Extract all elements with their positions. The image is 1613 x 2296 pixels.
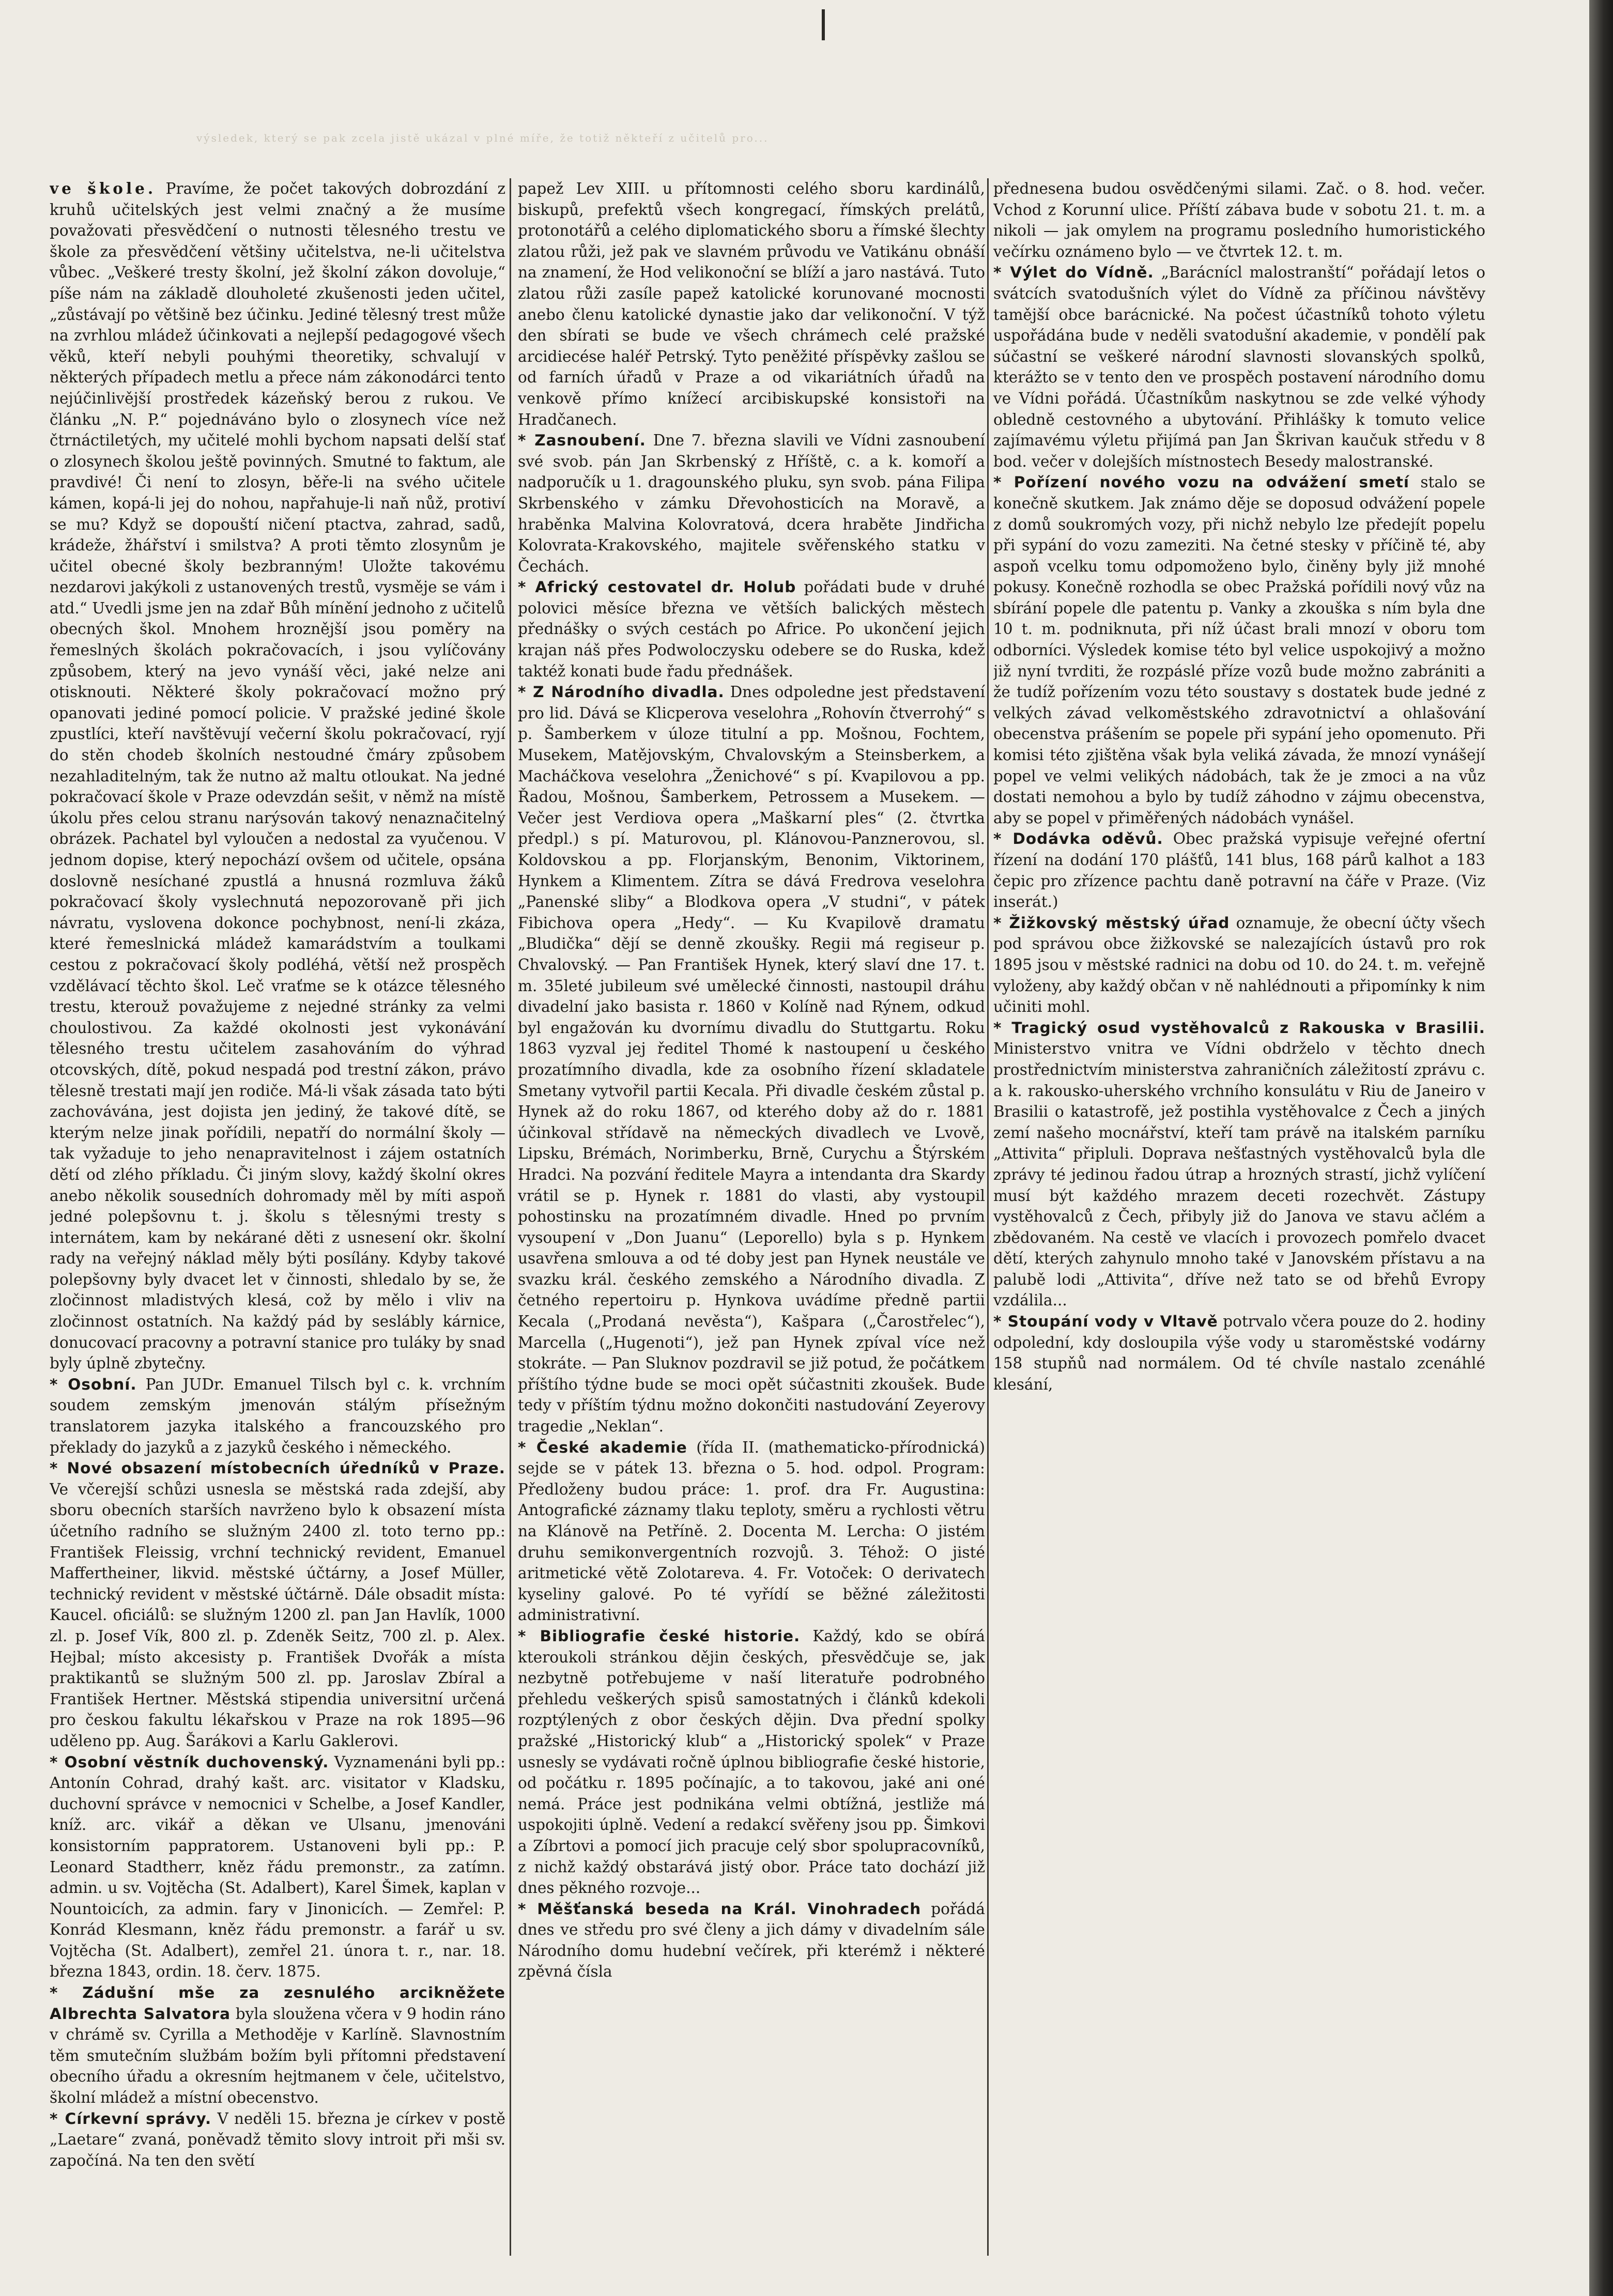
news-item-heading: * Dodávka oděvů.: [993, 830, 1163, 848]
news-item-body: Obec pražská vypisuje veřejné ofertní řízení na dodání 170 plášťů, 141 blus, 168 párů kalhot a 183 čepic pro zřízence pachtu daně potravní na čáře v Praze. (Viz inserát.): [993, 830, 1485, 911]
news-item-heading: * Z Národního divadla.: [518, 683, 725, 701]
news-item: [518, 1626, 985, 1899]
news-item: [993, 472, 1485, 828]
news-item-body: (řída II. (mathematicko-přírodnická) sejde se v pátek 13. března o 5. hod. odpol. Program: Předloženy budou práce: 1. prof. dra Fr. Augustina: Antografické záznamy tlaku teploty, směru a rychlosti větru na Klánově na Petříně. 2. Docenta M. Lercha: O jistém druhu semikonvergentních rozvojů. 3. Téhož: O jisté aritmetické větě Zolotareva. 4. Fr. Votoček: O derivatech kyseliny galové. Po té vyřídí se běžné záležitosti administrativní.: [518, 1438, 985, 1624]
news-item: [993, 828, 1485, 912]
news-item-heading: * Žižkovský městský úřad: [993, 914, 1230, 932]
news-item-heading: * Osobní věstník duchovenský.: [50, 1753, 329, 1771]
news-item-heading: * Církevní správy.: [50, 2109, 212, 2128]
news-item-body: V neděli 15. března je církev v postě „Laetare“ zvaná, poněvadž těmito slovy introit při mši sv. započíná. Na ten den světí: [50, 2109, 505, 2169]
column-2: [518, 178, 985, 2256]
news-item-body: pořádá dnes ve středu pro své členy a jich dámy v divadelním sále Národního domu hudební večírek, při kterémž i některé zpěvná čísla: [518, 1900, 985, 1981]
news-item-heading: * Bibliografie české historie.: [518, 1627, 801, 1645]
news-item: [50, 1752, 505, 1983]
news-item-heading: * Pořízení nového vozu na odvážení smetí: [993, 473, 1410, 491]
scan-dark-edge: [1589, 0, 1613, 2296]
news-item: [518, 430, 985, 577]
lead-phrase: ve škole.: [50, 179, 157, 197]
news-item-heading: * Zádušní mše za zesnulého arcikněžete Albrechta Salvatora: [50, 1984, 505, 2023]
news-item-body: Pravíme, že počet takových dobrozdání z kruhů učitelských jest velmi značný a že musíme považovati přesvědčení o nutnosti tělesného trestu ve škole za přesvědčení většiny učitelstva, ne-li učitelstva vůbec. „Veškeré tresty školní, jež školní zákon dovoluje,“ píše nám na základě dlouholeté zkušenosti jeden učitel, „zůstávají po většině bez účinku. Jediné tělesný trest může na zvrhlou mládež účinkovati a nejlepší pedagogové všech věků, kteří nebyli pouhými theoretiky, schvalují v některých případech metlu a přece nám zákonodárci tento nejúčinlivější prostředek kázeňský berou z rukou. Ve článku „N. P.“ pojednáváno bylo o zlosynech více než čtrnáctiletých, my učitelé mohli bychom napsati delší stať o zlosynech školou ještě povinných. Smutné to faktum, ale pravdivé! Či není to zlosyn, běře-li na svého učitele kámen, kopá-li jej do nohou, napřahuje-li naň nůž, protiví se mu? Když se dopouští ničení ptactva, zahrad, sadů, krádeže, žhářství i smilstva? A proti těmto zlosynům je učitel obecné školy bezbranným! Uložte takovému nezdarovi jakýkoli z ustanovených trestů, vysměje se vám i atd.“ Uvedli jsme jen na zdař Bůh mínění jednoho z učitelů obecných škol. Mnohem hroznější jsou poměry na řemeslných školách pokračovacích, i jsou vylíčovány způsobem, který na jevo vynáší věci, jaké nelze ani otisknouti. Některé školy pokračovací možno prý opanovati jediné pomocí policie. V pražské jediné škole zpustlíci, kteří navštěvují večerní školu pokračovací, ryjí do stěn chodeb školních nestoudné čmáry způsobem nezahladitelným, tak že nutno až maltu otloukat. Na jedné pokračovací škole v Praze odevzdán sešit, v němž na místě úkolu přes celou stranu narýsován takový nenaznačitelný obrázek. Pachatel byl vyloučen a nedostal za vyučenou. V jednom dopise, který nepochází ovšem od učitele, opsána doslovně nesíchané zpustlá a hnusná rozmluva žáků pokračovací školy vyslechnutá nepozorovaně při jich návratu, vyslovena dokonce pochybnost, není-li zkáza, které řemeslnická mládež kamarádstvím a toulkami cestou z pokračovací školy podléhá, větší než prospěch vzdělávací těchto škol. Leč vraťme se k otázce tělesného trestu, kterouž považujeme z nejedné stránky za velmi choulostivou. Za každé okolnosti jest vykonávání tělesného trestu učitelem zasahováním do výhrad otcovských, dítě, pokud nespadá pod trestní zákon, právo tělesně trestati mají jen rodiče. Má-li však zásada tato býti zachovávána, jest dojista jen jediný, že takové dítě, se kterým nelze jinak pořídili, nepatří do normální školy — tak vyžaduje to jeho nenapravitelnost i zájem ostatních dětí od zlého příkladu. Či jiným slovy, každý školní okres anebo několik sousedních dohromady měl by míti aspoň jedné polepšovnu t. j. školu s tělesnými tresty s internátem, kam by nekárané děti z usnesení okr. školní rady na veřejný náklad měly býti posílány. Kdyby takové polepšovny byly dvacet let v činnosti, shledalo by se, že zločinnost mladistvých klesá, což by mělo i vliv na zločinnost ostatních. Na každý pád by seslábly kárnice, donucovací pracovny a potravní stanice pro tuláky by snad byly úplně zbytečny.: [50, 180, 505, 1373]
news-item-body: byla sloužena včera v 9 hodin ráno v chrámě sv. Cyrilla a Methoděje v Karlíně. Slavnostním těm smutečním službám božím byli přítomni představení obecního úřadu a okresním hejtmanem v čele, učitelstvo, školní mládež a místní obecenstvo.: [50, 2005, 505, 2107]
news-item: [50, 1982, 505, 2108]
news-item: [993, 262, 1485, 472]
news-item-heading: * Nové obsazení místobecních úředníků v Praze.: [50, 1459, 505, 1477]
news-item: [993, 1311, 1485, 1395]
news-item-heading: * Osobní.: [50, 1375, 137, 1393]
news-item-body: Ministerstvo vnitra ve Vídni obdrželo v těchto dnech prostřednictvím ministerstva zahraničních záležitostí zprávu c. a k. rakousko-uherského vrchního konsulátu v Riu de Janeiro v Brasilii o katastrofě, jež postihla vystěhovalce z Čech a jiných zemí našeho mocnářství, kteří tam právě na italském parníku „Attivita“ připluli. Doprava nešťastných vystěhovalců byla dle zprávy té jedinou řadou útrap a hrozných strastí, jichž vylíčení musí být každého mrazem deceti rozechvět. Zástupy vystěhovalců z Čech, přibyly již do Janova ve stavu ačlém a zbědovaném. Na cestě ve vlacích i provozech pomřelo dvacet dětí, kterých zahynulo mnoho také v Janovském přístavu a na palubě lodi „Attivita“, dříve než tato se od břehů Evropy vzdálila...: [993, 1040, 1485, 1309]
news-item-body: „Barácnícl malostranští“ pořádají letos o svátcích svatodušních výlet do Vídně za příčinou návštěvy tamější obce barácnické. Na počest účastníků tohoto výletu uspořádána bude v neděli svatodušní akademie, v pondělí pak súčastní se veškeré národní slavnosti slovanských spolků, kterážto se v tento den ve prospěch postavení národního domu ve Vídni pořádá. Účastníkům naskytnou se zde velké výhody obledně cestovného a ubytování. Přihlášky k tomuto velice zajímavému výletu přijímá pan Jan Škrivan kaučuk středu v 8 bod. večer v dolejších místnostech Besedy malostranské.: [993, 264, 1485, 470]
article-text: [518, 178, 985, 430]
news-item: [993, 913, 1485, 1018]
news-item-heading: * České akademie: [518, 1438, 687, 1456]
column-rule: [510, 178, 511, 2256]
news-item-body: oznamuje, že obecní účty všech pod správou obce žižkovské se nalezajících ústavů pro rok 1895 jsou v městské radnici na dobu od 10. do 24. t. m. veřejně vyloženy, aby každý občan v ně nahlédnouti a připomínky k nim učiniti mohl.: [993, 914, 1485, 1016]
column-rule: [987, 178, 989, 2256]
news-item-heading: * Zasnoubení.: [518, 432, 646, 450]
column-3: [993, 178, 1485, 2256]
news-item-heading: * Africký cestovatel dr. Holub: [518, 578, 796, 596]
news-item-body: přednesena budou osvědčenými silami. Zač. o 8. hod. večer. Vchod z Korunní ulice. Příští zábava bude v sobotu 21. t. m. a nikoli — jak omylem na programu posledního humoristického večírku oznámeno bylo — ve čtvrtek 12. t. m.: [993, 180, 1485, 260]
news-item: [993, 1018, 1485, 1311]
news-item-heading: * Stoupání vody v Vltavě: [993, 1313, 1218, 1331]
column-1: [50, 178, 505, 2256]
news-item: [50, 1458, 505, 1751]
news-item-body: Vyznamenáni byli pp.: Antonín Cohrad, drahý kašt. arc. visitator v Kladsku, duchovní správce v nemocnici v Schelbe, a Josef Kandler, kníž. arc. vikář a děkan ve Ulsanu, jmenováni konsistorním pappratorem. Ustanoveni byli pp.: P. Leonard Stadtherr, kněz řádu premonstr., za zatímn. admin. u sv. Vojtěcha (St. Adalbert), Karel Šimek, kaplan v Nountoicích, za admin. fary v Jinonicích. — Zemřel: P. Konrád Klesmann, kněz řádu premonstr. a farář u sv. Vojtěcha (St. Adalbert), zemřel 21. února t. r., nar. 18. března 1843, ordin. 18. červ. 1875.: [50, 1753, 505, 1981]
news-item-body: Pan JUDr. Emanuel Tilsch byl c. k. vrchním soudem zemským jmenován stálým přísežným translatorem jazyka italského a francouzského pro překlady do jazyků a z jazyků českého i německého.: [50, 1375, 505, 1456]
news-item-heading: * Výlet do Vídně.: [993, 264, 1154, 282]
news-item: [50, 1374, 505, 1458]
page-top-mark: [822, 9, 825, 40]
news-item-body: stalo se konečně skutkem. Jak známo děje se doposud odvážení popele z domů soukromých vozy, při nichž nebylo lze předejít popelu při sypání do vozu zameziti. Na četné stesky v příčině té, aby aspoň vcelku tomu odpomoženo bylo, činěny byly již mnohé pokusy. Konečně rozhodla se obec Pražská pořídili nový vůz na sbírání popele dle patentu p. Vanky a zkouška s ním byla dne 10 t. m. podniknuta, při níž účast brali mnozí v oboru tom odborníci. Výsledek komise této byl velice uspokojivý a možno již nyní tvrditi, že rozpáslé příze vozů bude možno zabrániti a že tudíž pořízením vozu této soustavy s dostatek bude jedné z velkých závad velkoměstského zdravotnictví a ohlašování obecenstva prášením se popele při sypání jeho opomenuto. Při komisi této zjištěna však byla veliká závada, že mnozí vynášejí popel ve velmi velikých nádobách, tak že je zmoci a na vůz dostati nemohou a bylo by tudíž záhodno v zájmu obecenstva, aby se popel v přiměřených nádobách vynášel.: [993, 473, 1485, 827]
news-item: [518, 682, 985, 1437]
news-item: [518, 577, 985, 682]
news-item: [518, 1899, 985, 1982]
news-item-heading: * Měšťanská beseda na Král. Vinohradech: [518, 1900, 921, 1918]
news-item-heading: * Tragický osud vystěhovalců z Rakouska v Brasilii.: [993, 1019, 1485, 1037]
news-item-body: potrvalo včera pouze do 2. hodiny odpolední, kdy dosloupila výše vody u staroměstské vodárny 158 stupňů nad normálem. Od té chvíle nastalo zcenáhlé klesání,: [993, 1313, 1485, 1393]
news-item: [50, 2108, 505, 2171]
news-item-body: Dnes odpoledne jest představení pro lid. Dává se Klicperova veselohra „Rohovín čtverrohý“ s p. Šamberkem v úloze titulní a pp. Mošnou, Fochtem, Musekem, Matějovským, Chvalovským a Steinsberkem, a Macháčkova veselohra „Ženichové“ s pí. Kvapilovou a pp. Řadou, Mošnou, Šamberkem, Petrossem a Musekem. — Večer jest Verdiova opera „Maškarní ples“ (2. čtvrtka předpl.) s pí. Maturovou, pl. Klánovou-Panznerovou, sl. Koldovskou a pp. Florjanským, Benonim, Viktorinem, Hynkem a Klimentem. Zítra se dává Fredrova veselohra „Panenské sliby“ a Blodkova opera „V studni“, v pátek Fibichova opera „Hedy“. — Ku Kvapilově dramatu „Bludička“ dějí se denně zkoušky. Regii má regiseur p. Chvalovský. — Pan František Hynek, který slaví dne 17. t. m. 35leté jubileum své umělecké činnosti, nastoupil dráhu divadelní jako basista r. 1860 v Kolíně nad Rýnem, odkud byl engažován ku dvornímu divadlu do Stuttgartu. Roku 1863 vyzval jej ředitel Thomé k nastoupení u českého prozatímního divadla, kde za osobního řízení skladatele Smetany vytvořil partii Kecala. Při divadle českém zůstal p. Hynek až do roku 1867, od kterého doby až do r. 1881 účinkoval střídavě na německých divadlech ve Lvově, Lipsku, Brémách, Norimberku, Brně, Curychu a Štýrském Hradci. Na pozvání ředitele Mayra a intendanta dra Skardy vrátil se p. Hynek r. 1881 do vlasti, aby vystoupil pohostinsku na prozatímném divadle. Hned po prvním vysoupení v „Don Juanu“ (Leporello) byla s p. Hynkem usavřena smlouva a od té doby jest pan Hynek neustále ve svazku král. českého zemského a Národního divadla. Z četného repertoiru p. Hynkova uvádíme předně partii Kecala („Prodaná nevěsta“), Kašpara („Čarostřelec“), Marcella („Hugenoti“), jež pan Hynek zpíval více než stokráte. — Pan Sluknov pozdravil se již potud, že počátkem příštího týdne bude se moci opět súčastniti zkoušek. Bude tedy v příštím týdnu možno dokončiti nastudování Zeyerovy tragedie „Neklan“.: [518, 683, 985, 1436]
news-item-body: Ve včerejší schůzi usnesla se městská rada zdejší, aby sboru obecních starších navrženo bylo k obsazení místa účetního radního se služným 2400 zl. toto terno pp.: František Fleissig, vrchní technický revident, Emanuel Maffertheiner, likvid. městské účtárny, a Josef Müller, technický revident v městské účtárně. Dále obsadit místa: Kaucel. oficiálů: se služným 1200 zl. pan Jan Havlík, 1000 zl. p. Josef Vík, 800 zl. p. Zdeněk Seitz, 700 zl. p. Alex. Hejbal; místo akcesisty p. František Dvořák a místa praktikantů se služným 500 zl. pp. Jaroslav Zbíral a František Hertner. Městská stipendia universitní určená pro českou fakultu lékařskou v Praze na rok 1895—96 uděleno pp. Aug. Šarákovi a Karlu Gaklerovi.: [50, 1480, 505, 1750]
article-text: [50, 178, 505, 1374]
article-text: [993, 178, 1485, 262]
news-item: [518, 1437, 985, 1626]
news-item-body: papež Lev XIII. u přítomnosti celého sboru kardinálů, biskupů, prefektů všech kongregací, římských prelátů, protonotářů a celého diplomatického sboru a římské šlechty zlatou růži, jež pak ve slavném průvodu ve Vatikánu obnáší na znamení, že Hod velikonoční se blíží a jaro nastává. Tuto zlatou růži zasíle papež katolické korunované mocnosti anebo členu katolické dynastie jako dar velikonoční. V týž den sbírati se bude ve všech chrámech celé pražské arcidiecése haléř Petrský. Tyto peněžité příspěvky zašlou se od farních úřadů v Praze a od vikariátních úřadů na venkově přímo knížecí arcibiskupské konsistoři na Hradčanech.: [518, 180, 985, 428]
bleed-through-text: výsledek, který se pak zcela jistě ukázal v plné míře, že totiž někteří z učitelů pro...: [196, 132, 769, 144]
news-item-body: Každý, kdo se obírá kteroukoli stránkou dějin českých, přesvědčuje se, jak nezbytně potřebujeme v naší literatuře podrobného přehledu veškerých spisů samostatných i článků kdekoli rozptýlených z obor českých dějin. Dva přední spolky pražské „Historický klub“ a „Historický spolek“ v Praze usnesly se vydávati ročně úplnou bibliografie české historie, od počátku r. 1895 počínajíc, a to takovou, jaké ani oné nemá. Práce jest podnikána velmi obtížná, jestliže má uspokojiti úplně. Vedení a redakcí svěřeny jsou pp. Šimkovi a Zíbrtovi a pomocí jich pracuje celý sbor spolupracovníků, z nichž každý obstarává jistý obor. Práce tato dochází již dnes pěkného rozvoje...: [518, 1627, 985, 1897]
news-item-body: pořádati bude v druhé polovici měsíce března ve větších balických městech přednášky o svých cestách po Africe. Po ukončení jejich krajan náš přes Podwoloczysku odebere se do Ruska, kdež taktéž konati bude řadu přednášek.: [518, 578, 985, 680]
news-item-body: Dne 7. března slavili ve Vídni zasnoubení své svob. pán Jan Skrbenský z Hříště, c. a k. komoří a nadporučík u 1. dragounského pluku, syn svob. pána Filipa Skrbenského v zámku Dřevohosticích na Moravě, a hraběnka Malvina Kolovratová, dcera hraběte Jindřicha Kolovrata-Krakovského, majitele svěřenského statku v Čechách.: [518, 432, 985, 575]
